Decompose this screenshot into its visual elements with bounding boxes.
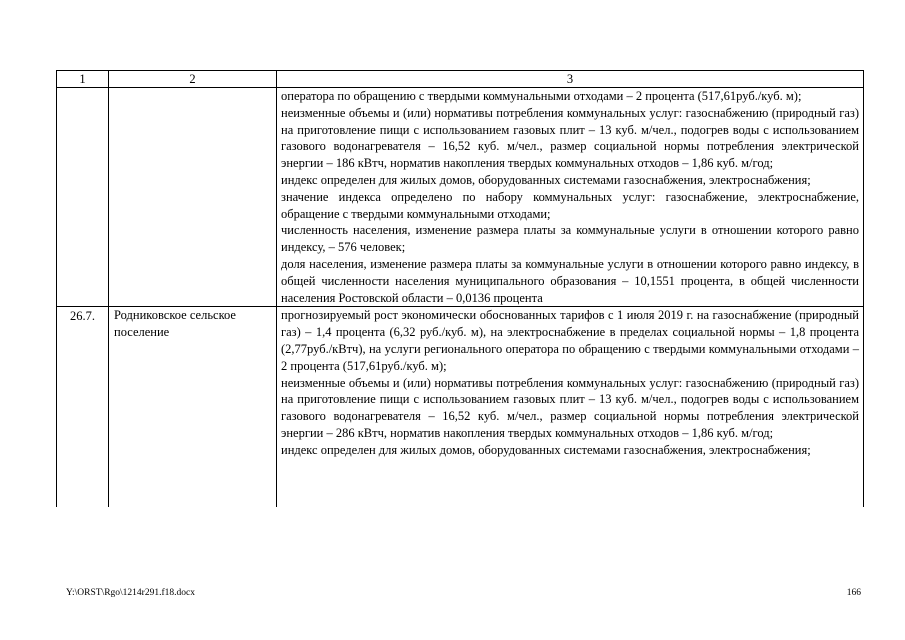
row-description xyxy=(277,88,864,307)
header-cell-2: 2 xyxy=(109,71,277,88)
footer-file-path: Y:\ORST\Rgo\1214r291.f18.docx xyxy=(66,588,195,598)
paragraph: прогнозируемый рост экономически обоснованных тарифов с 1 июля 2019 г. на газоснабжение (природный газ) – 1,4 процента (6,32 руб./куб. м), на электроснабжение в пределах социальной нормы – 1,8 процента (2,77руб./кВтч), на услуги регионального оператора по обращению с твердыми коммунальными отходами – 2 процента (517,61руб./куб. м); xyxy=(281,308,859,373)
paragraph: значение индекса определено по набору коммунальных услуг: газоснабжение, электроснабжение, обращение с твердыми коммунальными отходами; xyxy=(281,189,859,221)
paragraph: доля населения, изменение размера платы за коммунальные услуги в отношении которого равно индексу, в общей численности населения муниципального образования – 10,1551 процента, в общей численности населения Ростовской области – 0,0136 процента xyxy=(281,256,859,305)
table-row xyxy=(57,88,864,307)
paragraph: неизменные объемы и (или) нормативы потребления коммунальных услуг: газоснабжению (природный газ) на приготовление пищи с использованием газовых плит – 13 куб. м/чел., подогрев воды с использованием газового водонагревателя – 16,52 куб. м/чел., размер социальной нормы потребления электрической энергии – 186 кВтч, норматив накопления твердых коммунальных отходов – 1,86 куб. м/год; xyxy=(281,105,859,171)
data-table xyxy=(56,70,864,507)
row-settlement-name: Родниковское сельское поселение xyxy=(109,307,277,508)
paragraph: оператора по обращению с твердыми коммунальными отходами – 2 процента (517,61руб./куб. м); xyxy=(281,89,802,103)
header-cell-3: 3 xyxy=(277,71,864,88)
row-settlement-name xyxy=(109,88,277,307)
table-row xyxy=(57,307,864,508)
header-cell-1: 1 xyxy=(57,71,109,88)
paragraph: неизменные объемы и (или) нормативы потребления коммунальных услуг: газоснабжению (природный газ) на приготовление пищи с использованием газовых плит – 13 куб. м/чел., подогрев воды с использованием газового водонагревателя – 16,52 куб. м/чел., размер социальной нормы потребления электрической энергии – 286 кВтч, норматив накопления твердых коммунальных отходов – 1,86 куб. м/год; xyxy=(281,375,859,440)
footer-page-number: 166 xyxy=(846,588,861,598)
row-number xyxy=(57,88,109,307)
row-description xyxy=(277,307,864,508)
row-number: 26.7. xyxy=(57,307,109,508)
paragraph: индекс определен для жилых домов, оборудованных системами газоснабжения, электроснабжения; xyxy=(281,442,811,457)
paragraph: численность населения, изменение размера платы за коммунальные услуги в отношении которого равно индексу, – 576 человек; xyxy=(281,223,859,255)
paragraph: индекс определен для жилых домов, оборудованных системами газоснабжения, электроснабжения; xyxy=(281,172,811,187)
table-header-row xyxy=(57,71,864,88)
